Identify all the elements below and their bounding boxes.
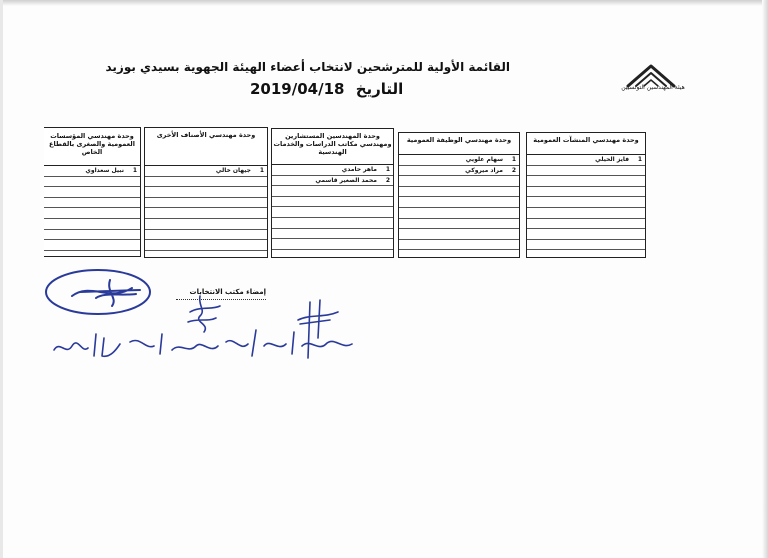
unit-table-private-sector	[44, 127, 141, 257]
handwritten-names	[50, 320, 360, 370]
unit-table-consultants	[271, 128, 394, 258]
unit-table-rows	[145, 166, 267, 260]
table-row	[527, 250, 645, 260]
unit-table-title: وحدة المهندسين المستشارين ومهندسي مكاتب الدراسات والخدمات الهندسية	[272, 129, 393, 165]
table-row: 1 ماهر حامدي	[272, 165, 393, 176]
unit-table-title: وحدة مهندسي المؤسسات العمومية والصغرى بالقطاع الخاص	[44, 128, 140, 166]
table-row: 1 نبيل سعداوي	[44, 166, 140, 177]
document-date	[250, 80, 404, 98]
table-row	[527, 166, 645, 177]
unit-table-title: وحدة مهندسي الوظيفة العمومية	[399, 133, 519, 155]
table-row: 2 محمد الصغير قاسمي	[272, 176, 393, 187]
unit-table-title: وحدة مهندسي المنشآت العمومية	[527, 133, 645, 155]
scan-shadow-right	[762, 0, 768, 558]
unit-table-public-works	[526, 132, 646, 258]
table-row	[145, 198, 267, 209]
table-row	[527, 219, 645, 230]
table-row	[44, 230, 140, 241]
table-row	[145, 208, 267, 219]
table-row: 1 سهام علويي	[399, 155, 519, 166]
table-row	[44, 251, 140, 261]
table-row	[527, 229, 645, 240]
unit-table-title: وحدة مهندسي الأصناف الأخرى	[145, 128, 267, 166]
table-row	[399, 250, 519, 260]
table-row	[44, 177, 140, 188]
logo-caption: هيئة المهندسين التونسيين	[621, 84, 685, 91]
table-row: 1 جيهان خالي	[145, 166, 267, 177]
table-row	[145, 230, 267, 241]
engineers-order-logo-icon	[622, 58, 680, 98]
table-row	[399, 176, 519, 187]
table-row	[399, 187, 519, 198]
table-row	[44, 240, 140, 251]
table-row	[145, 177, 267, 188]
table-row: 1 فايز الحيلي	[527, 155, 645, 166]
table-row	[272, 250, 393, 260]
table-row	[44, 219, 140, 230]
unit-table-rows	[527, 155, 645, 260]
table-row	[44, 187, 140, 198]
table-row	[272, 229, 393, 240]
table-row: 2 مراد ميروكي	[399, 166, 519, 177]
table-row	[399, 219, 519, 230]
table-row	[527, 187, 645, 198]
scan-shadow-top	[0, 0, 768, 6]
table-row	[399, 229, 519, 240]
table-row	[527, 197, 645, 208]
signature-label: إمضاء مكتب الانتخابات	[189, 288, 266, 296]
date-value: 2019/04/18	[250, 80, 345, 98]
table-row	[145, 240, 267, 251]
table-row	[272, 207, 393, 218]
date-label: التاريخ	[355, 80, 404, 98]
unit-table-public-service	[398, 132, 520, 258]
table-row	[527, 176, 645, 187]
table-row	[145, 219, 267, 230]
table-row	[44, 208, 140, 219]
unit-table-rows	[272, 165, 393, 259]
table-row	[527, 208, 645, 219]
unit-table-rows	[399, 155, 519, 260]
unit-table-rows	[44, 166, 140, 260]
table-row	[399, 240, 519, 251]
table-row	[399, 208, 519, 219]
table-row	[272, 239, 393, 250]
unit-table-other-categories	[144, 127, 268, 258]
table-row	[399, 197, 519, 208]
table-row	[145, 251, 267, 261]
scan-shadow-left	[0, 0, 3, 558]
handwritten-signature-1	[40, 262, 170, 322]
table-row	[272, 218, 393, 229]
table-row	[272, 186, 393, 197]
table-row	[145, 187, 267, 198]
table-row	[527, 240, 645, 251]
table-row	[44, 198, 140, 209]
table-row	[272, 197, 393, 208]
document-title: القائمة الأولية للمترشحين لانتخاب أعضاء الهيئة الجهوية بسيدي بوزيد	[105, 60, 510, 74]
